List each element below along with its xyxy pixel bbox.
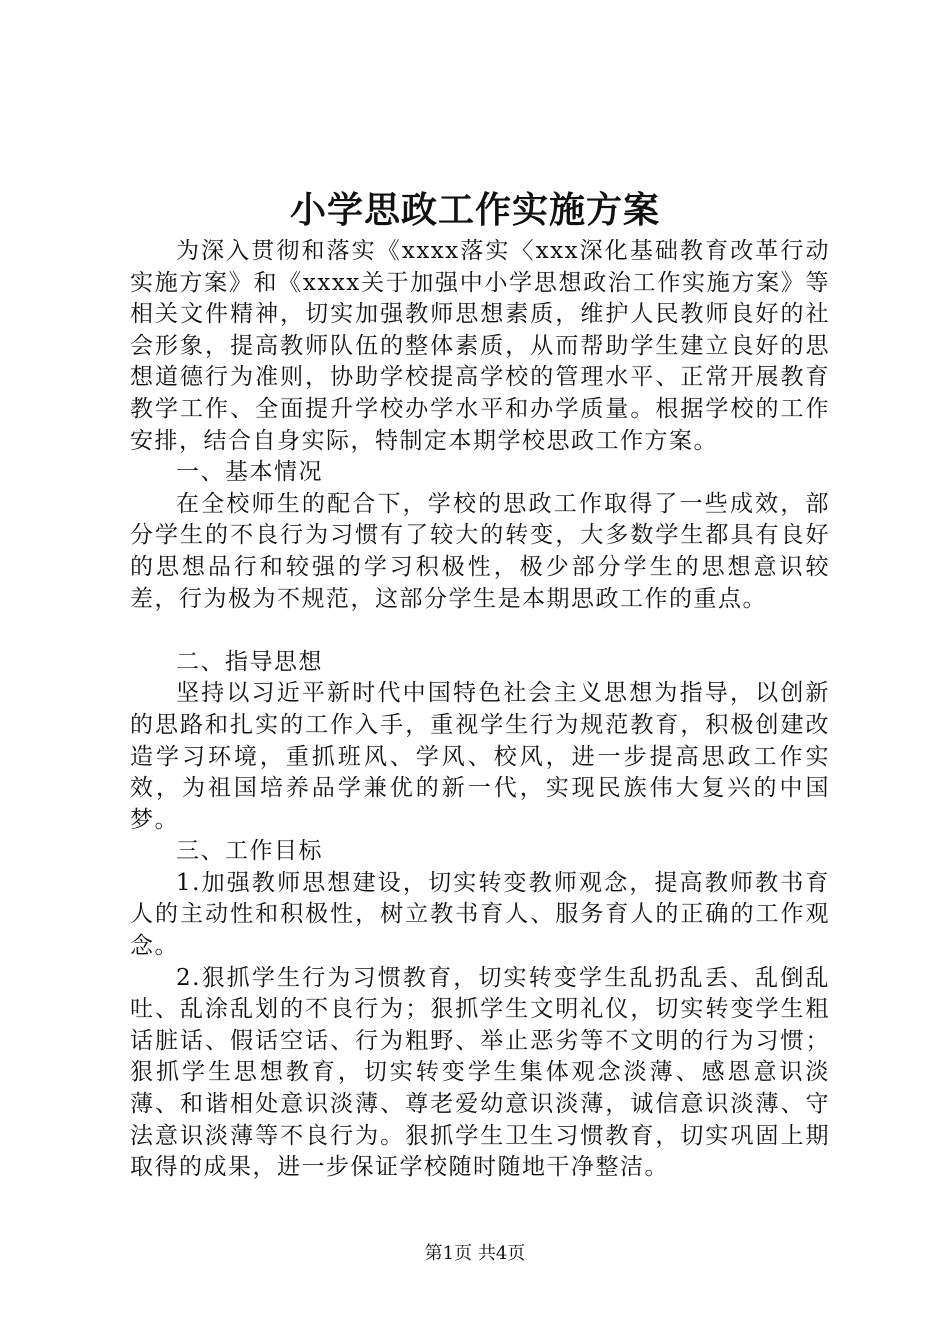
paragraph-spacer	[130, 615, 830, 647]
document-body	[130, 236, 830, 1184]
section-heading-basic-situation: 一、基本情况	[176, 459, 323, 486]
guiding-thought-paragraph: 坚持以习近平新时代中国特色社会主义思想为指导，以创新的思路和扎实的工作入手，重视学生行为规范教育，积极创建改造学习环境，重抓班风、学风、校风，进一步提高思政工作实效，为祖国培养品学兼优的新一代，实现民族伟大复兴的中国梦。	[130, 680, 830, 833]
work-goal-item-2: 2.狠抓学生行为习惯教育，切实转变学生乱扔乱丢、乱倒乱吐、乱涂乱划的不良行为；狠抓学生文明礼仪，切实转变学生粗话脏话、假话空话、行为粗野、举止恶劣等不文明的行为习惯；狠抓学生思想教育，切实转变学生集体观念淡薄、感恩意识淡薄、和谐相处意识淡薄、尊老爱幼意识淡薄，诚信意识淡薄、守法意识淡薄等不良行为。狠抓学生卫生习惯教育，切实巩固上期取得的成果，进一步保证学校随时随地干净整洁。	[130, 964, 830, 1181]
section-heading-work-goals: 三、工作目标	[176, 838, 323, 865]
page-footer: 第1页 共4页	[424, 1243, 526, 1264]
document-title: 小学思政工作实施方案	[289, 189, 660, 231]
intro-paragraph: 为深入贯彻和落实《xxxx落实〈xxx深化基础教育改革行动实施方案》和《xxxx关于加强中小学思想政治工作实施方案》等相关文件精神，切实加强教师思想素质，维护人民教师良好的社会形象，提高教师队伍的整体素质，从而帮助学生建立良好的思想道德行为准则，协助学校提高学校的管理水平、正常开展教育教学工作、全面提升学校办学水平和办学质量。根据学校的工作安排，结合自身实际，特制定本期学校思政工作方案。	[130, 238, 830, 454]
section-heading-guiding-thought: 二、指导思想	[176, 648, 323, 675]
work-goal-item-1: 1.加强教师思想建设，切实转变教师观念，提高教师教书育人的主动性和积极性，树立教书育人、服务育人的正确的工作观念。	[130, 869, 830, 960]
basic-situation-paragraph: 在全校师生的配合下，学校的思政工作取得了一些成效，部分学生的不良行为习惯有了较大的转变，大多数学生都具有良好的思想品行和较强的学习积极性，极少部分学生的思想意识较差，行为极为不规范，这部分学生是本期思政工作的重点。	[130, 490, 830, 612]
